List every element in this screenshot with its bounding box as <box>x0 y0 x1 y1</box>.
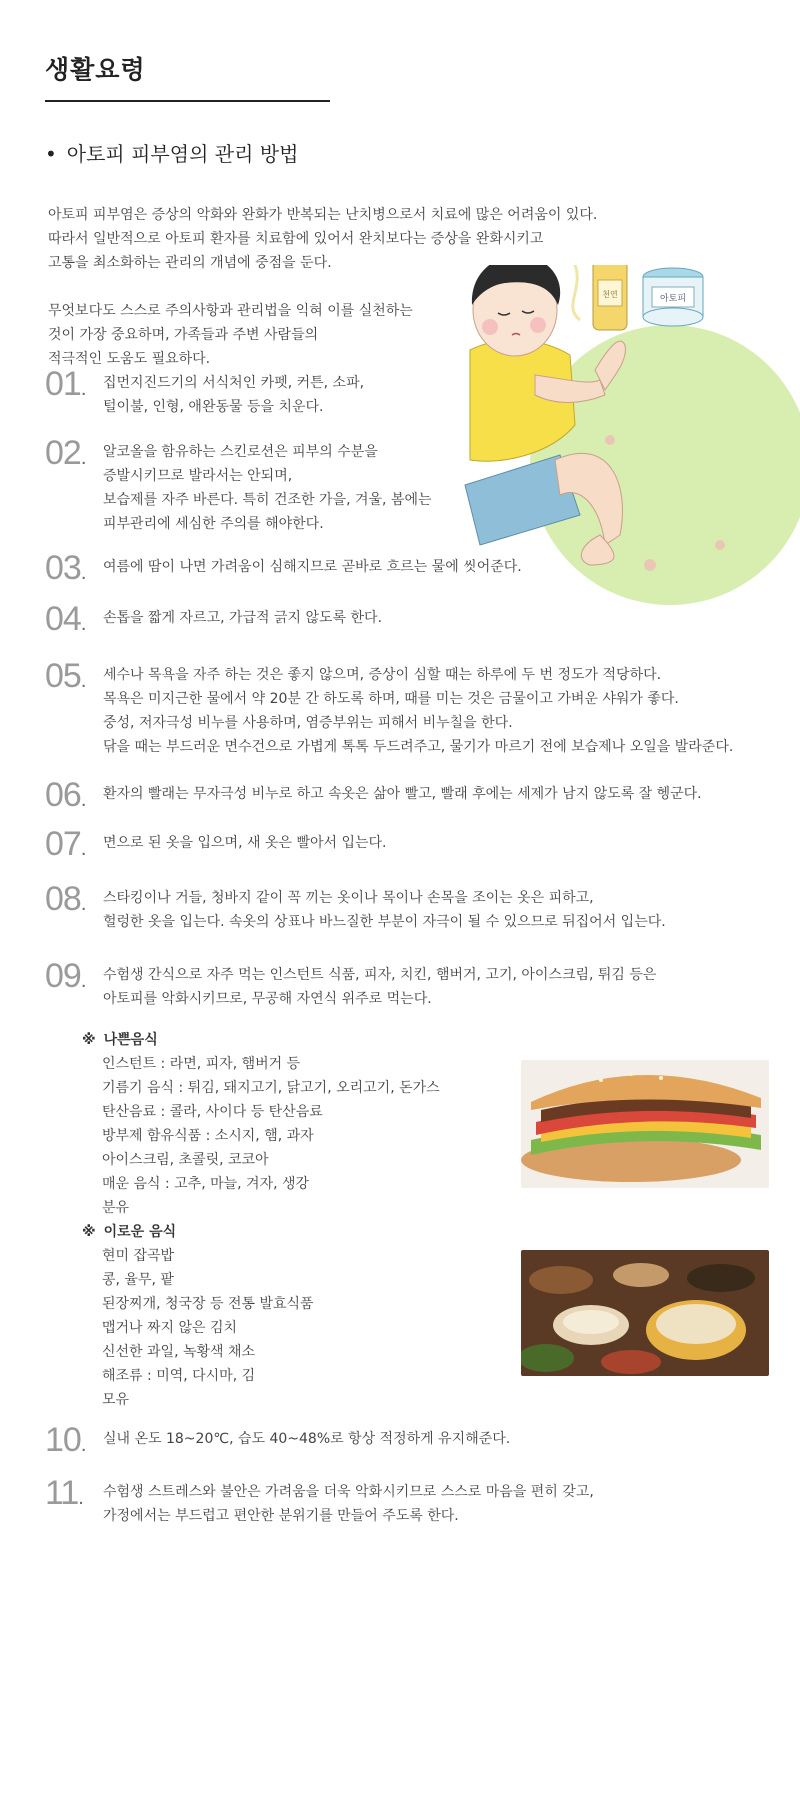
item-text: 환자의 빨래는 무자극성 비누로 하고 속옷은 삶아 빨고, 빨래 후에는 세제가 남지 않도록 잘 헹군다. <box>103 786 702 802</box>
item-text: 세수나 목욕을 자주 하는 것은 좋지 않으며, 증상이 심할 때는 하루에 두 번 정도가 적당하다. 목욕은 미지근한 물에서 약 20분 간 하도록 하며, 때를 미는 것은 금물이고 가벼운 샤워가 좋다. 중성, 저자극성 비누를 사용하며, 염증부위는 피해서 비누칠을 한다. 닦을 때는 부드러운 면수건으로 가볍게 톡톡 두드려주고, 물기가 마르기 전에 보습제나 오일을 발라준다. <box>103 667 734 755</box>
item-number: 10. <box>45 1421 86 1459</box>
list-item: 기름기 음식 : 튀김, 돼지고기, 닭고기, 오리고기, 돈가스 <box>102 1080 440 1096</box>
good-food-block <box>82 1220 482 1412</box>
item-number: 03. <box>45 549 86 587</box>
spot <box>605 435 615 445</box>
section-heading-text: 아토피 피부염의 관리 방법 <box>66 142 299 166</box>
title-divider <box>45 100 330 102</box>
bad-food-block <box>82 1028 482 1220</box>
cheek <box>530 317 546 333</box>
item-text: 수험생 간식으로 자주 먹는 인스턴트 식품, 피자, 치킨, 햄버거, 고기, 아이스크림, 튀김 등은 아토피를 악화시키므로, 무공해 자연식 위주로 먹는다. <box>103 967 657 1007</box>
list-item: 방부제 함유식품 : 소시지, 햄, 과자 <box>102 1128 314 1144</box>
list-item: 분유 <box>102 1200 130 1216</box>
intro-line: 적극적인 도움도 필요하다. <box>48 351 211 367</box>
swirl-line <box>570 265 580 320</box>
cream-jar-icon <box>643 268 703 326</box>
good-food-title: ※ 이로운 음식 <box>82 1224 177 1240</box>
list-item: 맵거나 짜지 않은 김치 <box>102 1320 238 1336</box>
bullet-icon: • <box>45 142 57 166</box>
item-number: 06. <box>45 776 86 814</box>
list-item: 콩, 율무, 팥 <box>102 1272 174 1288</box>
intro-line: 무엇보다도 스스로 주의사항과 관리법을 익혀 이를 실천하는 <box>48 303 413 319</box>
intro-line: 아토피 피부염은 증상의 악화와 완화가 반복되는 난치병으로서 치료에 많은 어려움이 있다. <box>48 207 598 223</box>
list-item: 된장찌개, 청국장 등 전통 발효식품 <box>102 1296 314 1312</box>
item-number: 02. <box>45 434 86 472</box>
item-number: 07. <box>45 825 86 863</box>
section-heading <box>45 138 298 167</box>
bad-food-list <box>82 1052 482 1220</box>
item-text: 손톱을 짧게 자르고, 가급적 긁지 않도록 한다. <box>103 610 383 626</box>
intro-line: 따라서 일반적으로 아토피 환자를 치료함에 있어서 완치보다는 증상을 완화시키고 <box>48 231 544 247</box>
spot <box>644 559 656 571</box>
page-title: 생활요령 <box>45 55 146 84</box>
item-text: 수험생 스트레스와 불안은 가려움을 더욱 악화시키므로 스스로 마음을 편히 갖고, 가정에서는 부드럽고 편안한 분위기를 만들어 주도록 한다. <box>103 1484 594 1524</box>
list-item: 신선한 과일, 녹황색 채소 <box>102 1344 256 1360</box>
intro-line: 것이 가장 중요하며, 가족들과 주변 사람들의 <box>48 327 319 343</box>
korean-meal-photo <box>521 1250 769 1376</box>
cheek <box>482 319 498 335</box>
item-number: 08. <box>45 880 86 918</box>
lotion-bottle-icon <box>593 265 627 330</box>
item-number: 11. <box>45 1474 83 1512</box>
item-text: 여름에 땀이 나면 가려움이 심해지므로 곧바로 흐르는 물에 씻어준다. <box>103 559 522 575</box>
item-text: 집먼지진드기의 서식처인 카펫, 커튼, 소파, 털이불, 인형, 애완동물 등을 치운다. <box>103 375 365 415</box>
item-number: 04. <box>45 600 86 638</box>
item-text: 실내 온도 18~20℃, 습도 40~48%로 항상 적정하게 유지해준다. <box>103 1431 511 1447</box>
intro-line: 고통을 최소화하는 관리의 개념에 중점을 둔다. <box>48 255 332 271</box>
spot <box>715 540 725 550</box>
item-text: 스타킹이나 거들, 청바지 같이 꼭 끼는 옷이나 목이나 손목을 조이는 옷은 피하고, 헐렁한 옷을 입는다. 속옷의 상표나 바느질한 부분이 자극이 될 수 있으므로 뒤집어서 입는다. <box>103 890 666 930</box>
list-item: 매운 음식 : 고추, 마늘, 겨자, 생강 <box>102 1176 310 1192</box>
list-item: 해조류 : 미역, 다시마, 김 <box>102 1368 256 1384</box>
list-item: 현미 잡곡밥 <box>102 1248 175 1264</box>
list-item: 모유 <box>102 1392 130 1408</box>
item-number: 05. <box>45 657 86 695</box>
list-item: 인스턴트 : 라면, 피자, 햄버거 등 <box>102 1056 301 1072</box>
item-text: 알코올을 함유하는 스킨로션은 피부의 수분을 증발시키므로 발라서는 안되며, 보습제를 자주 바른다. 특히 건조한 가을, 겨울, 봄에는 피부관리에 세심한 주의를 해야한다. <box>103 444 432 532</box>
bottle-label: 천연 <box>602 290 618 299</box>
good-food-list <box>82 1244 482 1412</box>
list-item: 아이스크림, 초콜릿, 코코아 <box>102 1152 269 1168</box>
jar-label: 아토피 <box>659 294 687 304</box>
list-item: 탄산음료 : 콜라, 사이다 등 탄산음료 <box>102 1104 323 1120</box>
hamburger-photo <box>521 1060 769 1188</box>
item-number: 01. <box>45 365 86 403</box>
bad-food-title: ※ 나쁜음식 <box>82 1032 158 1048</box>
item-text: 면으로 된 옷을 입으며, 새 옷은 빨아서 입는다. <box>103 835 387 851</box>
item-number: 09. <box>45 957 86 995</box>
